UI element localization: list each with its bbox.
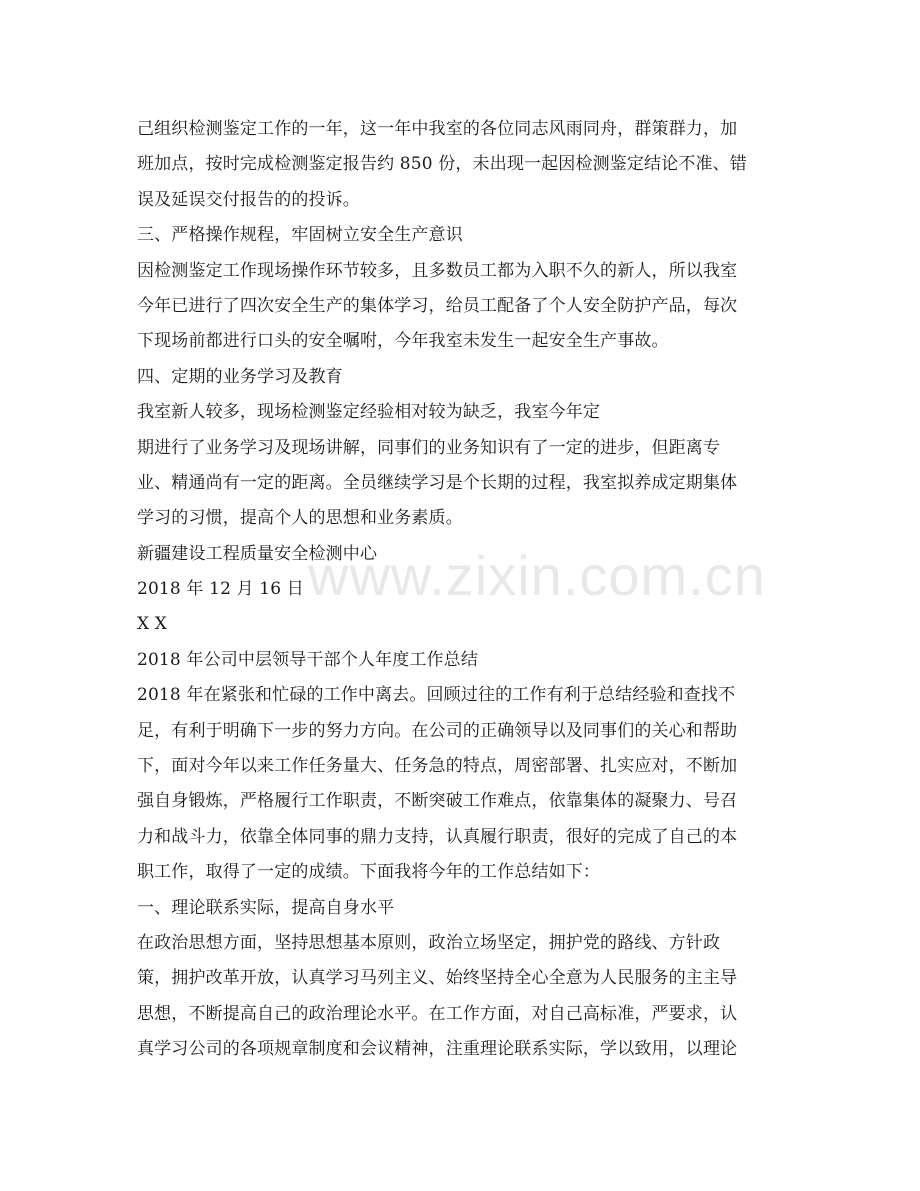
organization-signature: 新疆建设工程质量安全检测中心	[137, 543, 378, 564]
paragraph-line: 今年已进行了四次安全生产的集体学习，给员工配备了个人安全防护产品，每次	[137, 295, 738, 316]
paragraph-line: 己组织检测鉴定工作的一年，这一年中我室的各位同志风雨同舟，群策群力，加	[137, 119, 738, 139]
paragraph-line: 下现场前都进行口头的安全嘱咐，今年我室未发生一起安全生产事故。	[137, 331, 669, 352]
paragraph-line: 策，拥护改革开放，认真学习马列主义、始终坚持全心全意为人民服务的主主导	[137, 968, 738, 989]
watermark-text: www.zixin.com.cn	[308, 544, 766, 607]
paragraph-line: 足，有利于明确下一步的努力方向。在公司的正确领导以及同事们的关心和帮助	[137, 720, 738, 741]
paragraph-line: 误及延误交付报告的的投诉。	[137, 189, 360, 210]
paragraph-line: 下，面对今年以来工作任务量大、任务急的特点，周密部署、扎实应对，不断加	[137, 756, 738, 777]
placeholder-name: X X	[137, 614, 168, 635]
paragraph-line: 学习的习惯，提高个人的思想和业务素质。	[137, 508, 463, 529]
section-heading: 四、定期的业务学习及教育	[137, 366, 343, 387]
paragraph-line: 我室新人较多，现场检测鉴定经验相对较为缺乏，我室今年定	[137, 402, 601, 423]
paragraph-line: 真学习公司的各项规章制度和会议精神，注重理论联系实际，学以致用，以理论	[137, 1039, 738, 1060]
paragraph-line: 思想，不断提高自己的政治理论水平。在工作方面，对自己高标准，严要求，认	[137, 1003, 738, 1024]
paragraph-line: 力和战斗力，依靠全体同事的鼎力支持，认真履行职责，很好的完成了自己的本	[137, 826, 738, 847]
signature-date: 2018 年 12 月 16 日	[137, 579, 304, 600]
paragraph-line: 在政治思想方面，坚持思想基本原则，政治立场坚定，拥护党的路线、方针政	[137, 932, 721, 953]
paragraph-line: 2018 年在紧张和忙碌的工作中离去。回顾过往的工作有利于总结经验和查找不	[137, 685, 736, 706]
paragraph-line: 因检测鉴定工作现场操作环节较多，且多数员工都为入职不久的新人，所以我室	[137, 260, 738, 281]
paragraph-line: 强自身锻炼，严格履行工作职责，不断突破工作难点，依靠集体的凝聚力、号召	[137, 791, 738, 812]
paragraph-line: 期进行了业务学习及现场讲解，同事们的业务知识有了一定的进步，但距离专	[137, 437, 721, 458]
document-title: 2018 年公司中层领导干部个人年度工作总结	[137, 649, 478, 670]
paragraph-line: 业、精通尚有一定的距离。全员继续学习是个长期的过程，我室拟养成定期集体	[137, 472, 738, 493]
section-heading: 一、理论联系实际，提高自身水平	[137, 897, 395, 918]
document-body	[137, 112, 777, 1068]
section-heading: 三、严格操作规程，牢固树立安全生产意识	[137, 225, 463, 246]
paragraph-line: 班加点，按时完成检测鉴定报告约 850 份，未出现一起因检测鉴定结论不准、错	[137, 154, 747, 175]
paragraph-line: 职工作，取得了一定的成绩。下面我将今年的工作总结如下：	[137, 862, 601, 883]
